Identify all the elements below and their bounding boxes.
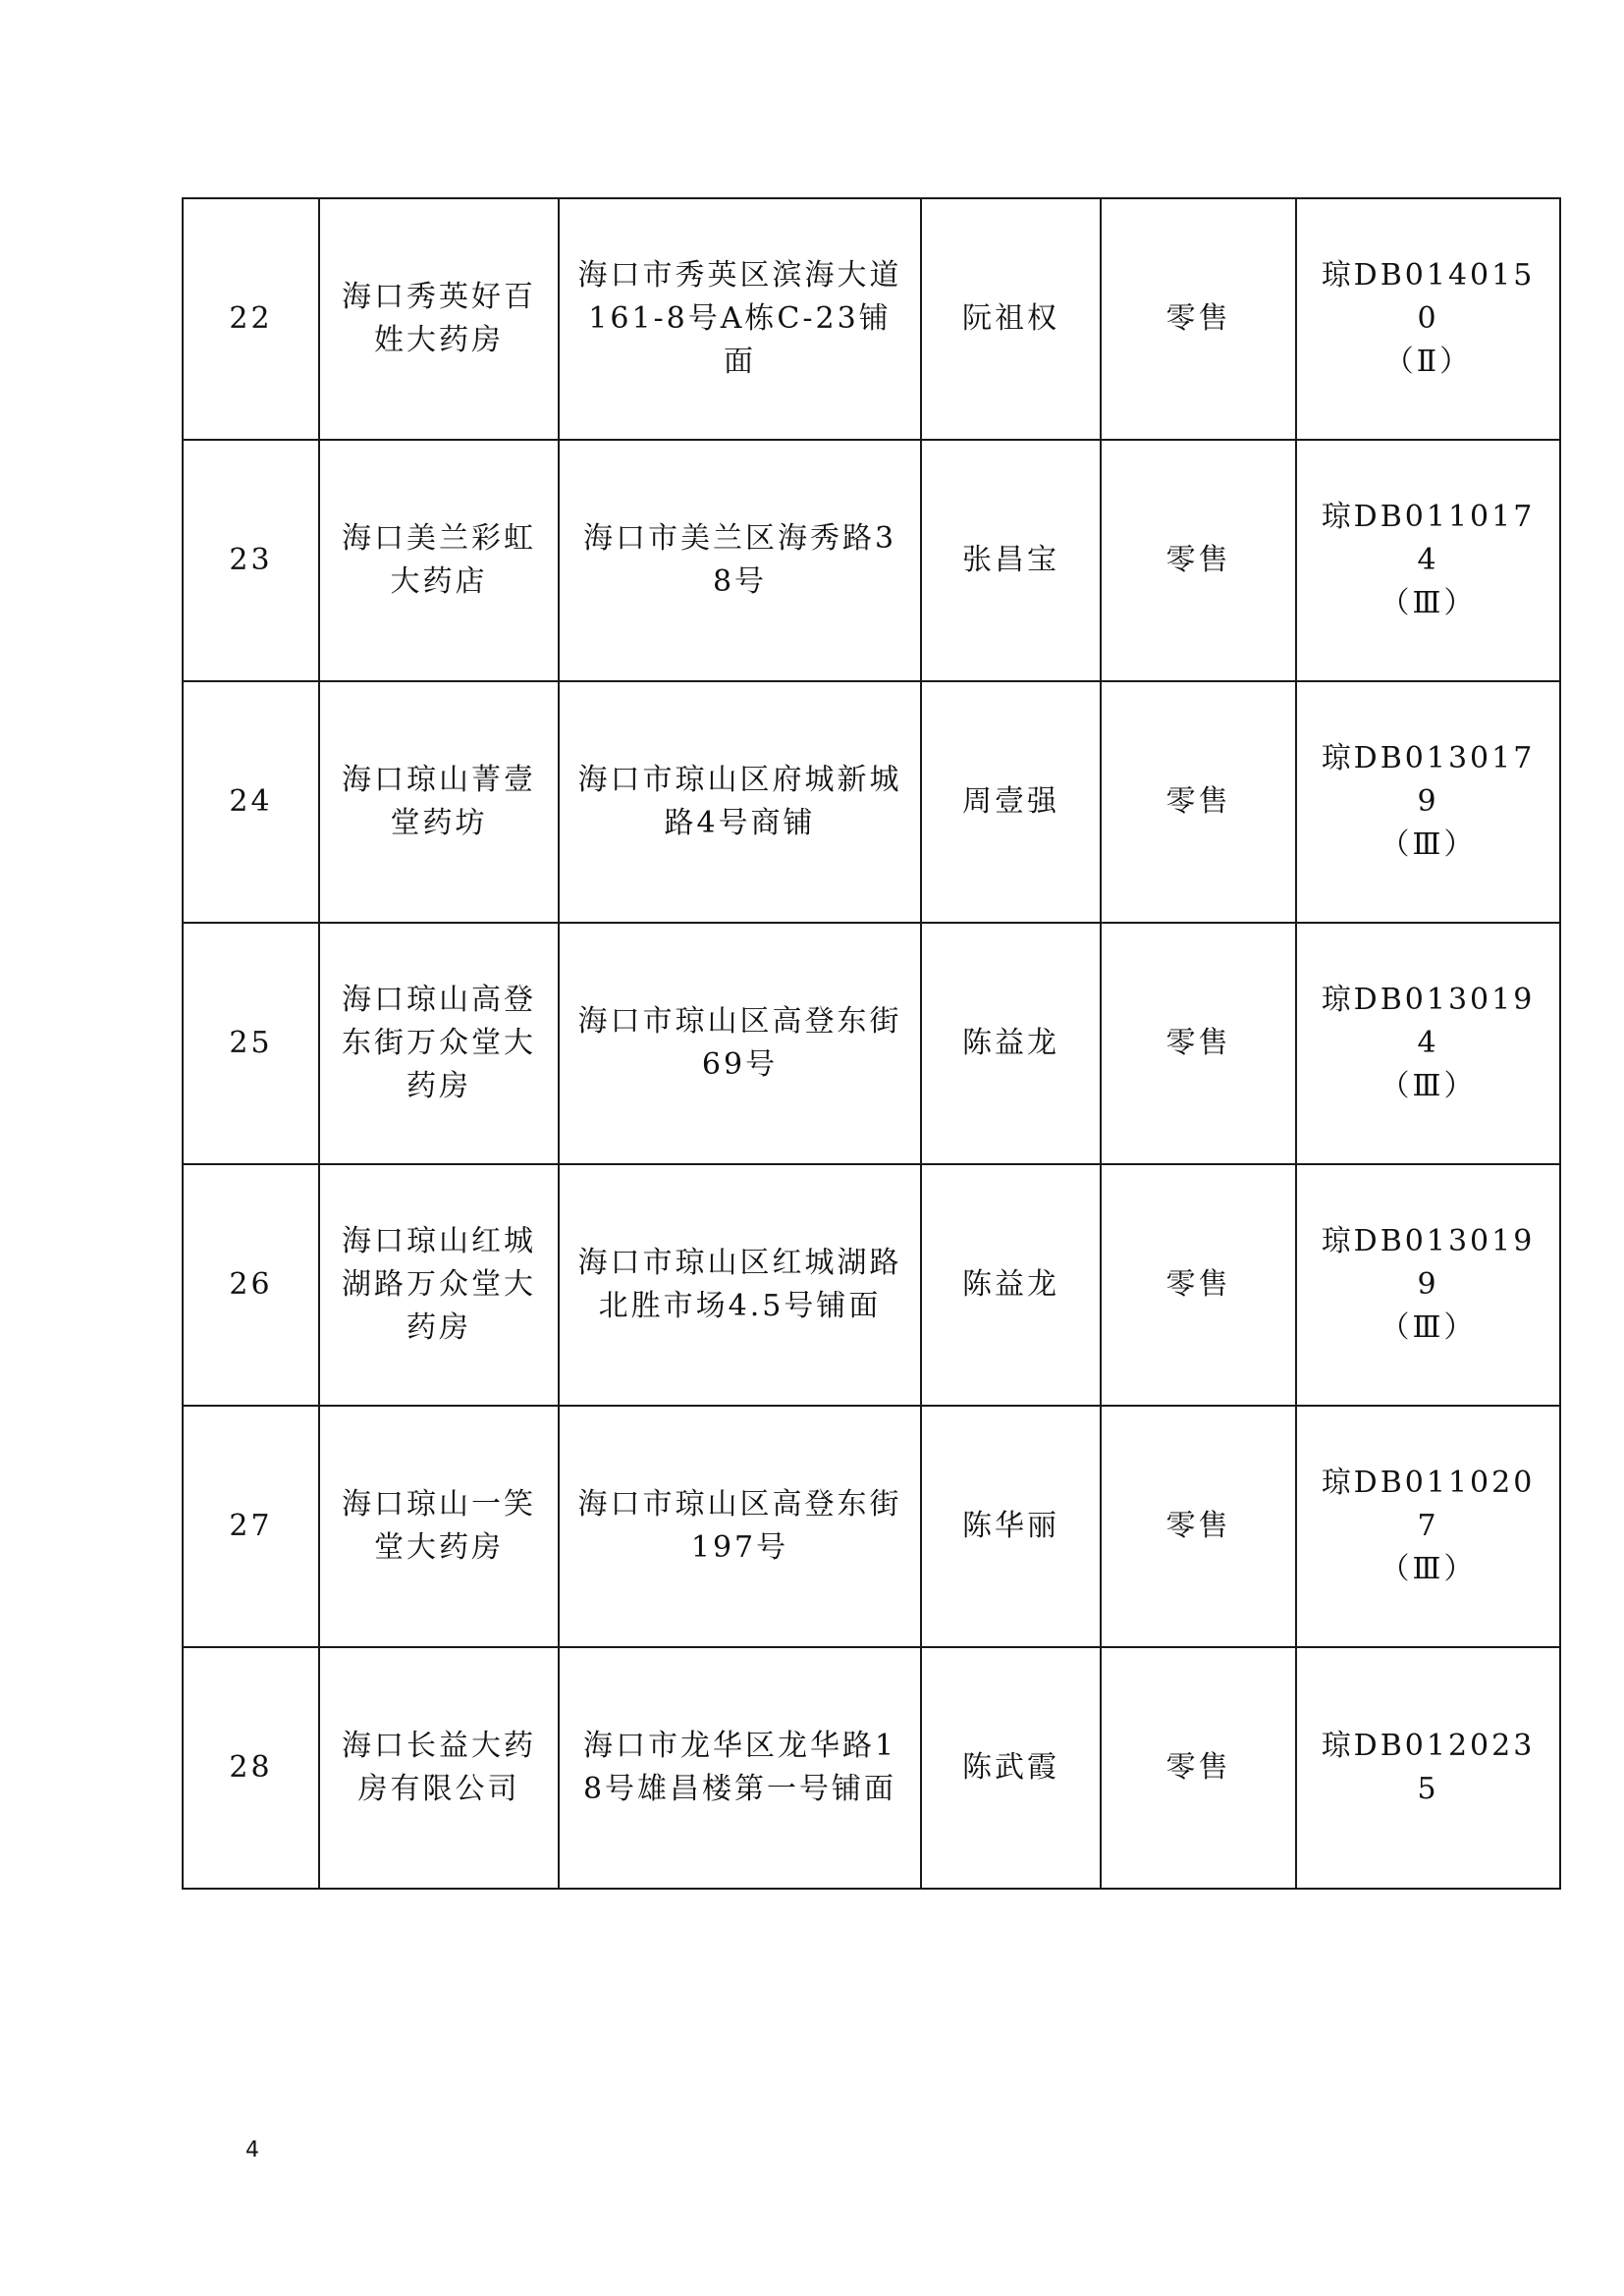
- pharmacy-address: 海口市琼山区红城湖路北胜市场4.5号铺面: [559, 1164, 921, 1406]
- license-number: 琼DB0130194: [1321, 983, 1536, 1060]
- license-number: 琼DB0110207: [1321, 1466, 1536, 1543]
- license-cell: [1296, 923, 1560, 1164]
- row-number: 24: [183, 681, 319, 923]
- row-number: 23: [183, 440, 319, 681]
- row-number: 28: [183, 1647, 319, 1889]
- pharmacy-table: [182, 197, 1561, 1890]
- responsible-person: 阮祖权: [921, 198, 1101, 440]
- table-row: [183, 440, 1560, 681]
- pharmacy-name: 海口琼山高登东街万众堂大药房: [319, 923, 559, 1164]
- pharmacy-address: 海口市琼山区府城新城路4号商铺: [559, 681, 921, 923]
- responsible-person: 陈益龙: [921, 1164, 1101, 1406]
- license-cell: [1296, 440, 1560, 681]
- table-row: [183, 681, 1560, 923]
- license-class: （Ⅲ）: [1380, 828, 1477, 862]
- license-class: （Ⅲ）: [1380, 1310, 1477, 1345]
- responsible-person: 陈华丽: [921, 1406, 1101, 1647]
- table-row: [183, 923, 1560, 1164]
- license-cell: [1296, 1164, 1560, 1406]
- table-row: [183, 198, 1560, 440]
- pharmacy-name: 海口琼山菁壹堂药坊: [319, 681, 559, 923]
- license-number: 琼DB0120235: [1321, 1729, 1536, 1806]
- pharmacy-name: 海口琼山一笑堂大药房: [319, 1406, 559, 1647]
- table-row: [183, 1406, 1560, 1647]
- page-number: 4: [245, 2138, 259, 2163]
- license-class: （Ⅲ）: [1380, 1552, 1477, 1586]
- license-class: （Ⅲ）: [1380, 1069, 1477, 1103]
- business-type: 零售: [1101, 1406, 1296, 1647]
- license-class: （Ⅲ）: [1380, 586, 1477, 620]
- responsible-person: 陈武霞: [921, 1647, 1101, 1889]
- pharmacy-address: 海口市美兰区海秀路38号: [559, 440, 921, 681]
- license-class: （Ⅱ）: [1383, 345, 1473, 379]
- license-cell: [1296, 1406, 1560, 1647]
- responsible-person: 张昌宝: [921, 440, 1101, 681]
- business-type: 零售: [1101, 198, 1296, 440]
- row-number: 25: [183, 923, 319, 1164]
- pharmacy-name: 海口长益大药房有限公司: [319, 1647, 559, 1889]
- license-cell: [1296, 1647, 1560, 1889]
- pharmacy-address: 海口市琼山区高登东街197号: [559, 1406, 921, 1647]
- row-number: 22: [183, 198, 319, 440]
- pharmacy-table-body: [183, 198, 1560, 1889]
- business-type: 零售: [1101, 923, 1296, 1164]
- responsible-person: 周壹强: [921, 681, 1101, 923]
- pharmacy-name: 海口琼山红城湖路万众堂大药房: [319, 1164, 559, 1406]
- license-number: 琼DB0130179: [1321, 741, 1536, 819]
- pharmacy-address: 海口市琼山区高登东街69号: [559, 923, 921, 1164]
- license-cell: [1296, 198, 1560, 440]
- business-type: 零售: [1101, 1647, 1296, 1889]
- pharmacy-address: 海口市秀英区滨海大道161-8号A栋C-23铺面: [559, 198, 921, 440]
- license-cell: [1296, 681, 1560, 923]
- business-type: 零售: [1101, 681, 1296, 923]
- pharmacy-name: 海口秀英好百姓大药房: [319, 198, 559, 440]
- responsible-person: 陈益龙: [921, 923, 1101, 1164]
- table-row: [183, 1647, 1560, 1889]
- license-number: 琼DB0130199: [1321, 1224, 1536, 1302]
- license-number: 琼DB0110174: [1321, 500, 1536, 577]
- row-number: 26: [183, 1164, 319, 1406]
- business-type: 零售: [1101, 440, 1296, 681]
- row-number: 27: [183, 1406, 319, 1647]
- license-number: 琼DB0140150: [1321, 258, 1536, 336]
- table-row: [183, 1164, 1560, 1406]
- pharmacy-name: 海口美兰彩虹大药店: [319, 440, 559, 681]
- business-type: 零售: [1101, 1164, 1296, 1406]
- pharmacy-address: 海口市龙华区龙华路18号雄昌楼第一号铺面: [559, 1647, 921, 1889]
